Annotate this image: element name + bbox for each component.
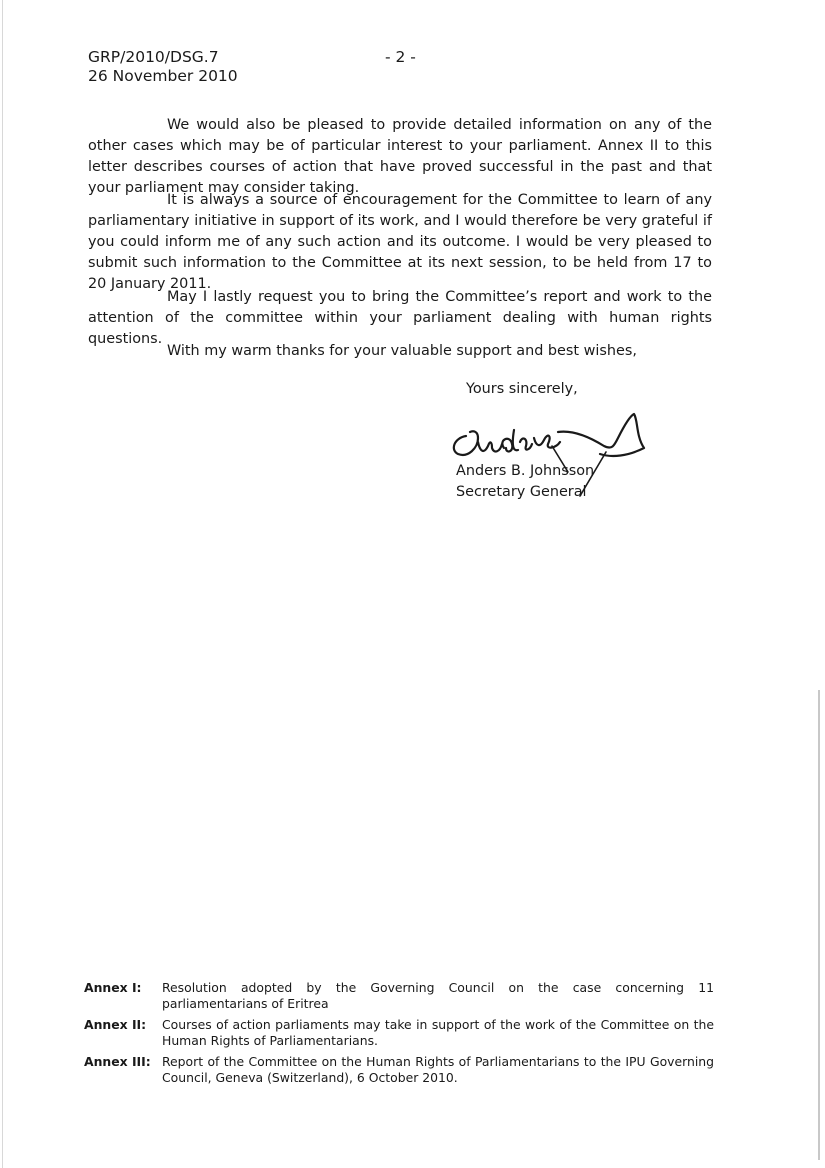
scan-edge-right <box>818 690 820 1160</box>
annex-description: Resolution adopted by the Governing Council on the case concerning 11 parliamentarians of Eritrea <box>162 980 714 1011</box>
annex-label: Annex III: <box>84 1054 151 1069</box>
body-paragraph-2: It is always a source of encouragement for the Committee to learn of any parliamentary initiative in support of its work, and I would therefore be very grateful if you could inform me of any such action and its outcome. I would be very pleased to submit such information to the Committee at its next session, to be held from 17 to 20 January 2011. <box>88 192 712 292</box>
body-paragraph-4: With my warm thanks for your valuable support and best wishes, <box>167 343 637 359</box>
letter-date: 26 November 2010 <box>88 67 238 85</box>
annex-label: Annex II: <box>84 1017 147 1032</box>
document-reference <box>88 48 238 86</box>
scan-edge-left <box>2 0 3 1168</box>
body-paragraph-3: May I lastly request you to bring the Committee’s report and work to the attention of the committee within your parliament dealing with human rights questions. <box>88 289 712 347</box>
annex-description: Courses of action parliaments may take in support of the work of the Committee on the Human Rights of Parliamentarians. <box>162 1017 714 1048</box>
annex-description: Report of the Committee on the Human Rights of Parliamentarians to the IPU Governing Council, Geneva (Switzerland), 6 October 2010. <box>162 1054 714 1085</box>
annex-item <box>84 980 714 1012</box>
page-number: - 2 - <box>385 48 416 66</box>
annex-item <box>84 1054 714 1086</box>
closing-salutation: Yours sincerely, <box>466 381 578 397</box>
annex-item <box>84 1017 714 1049</box>
annex-label: Annex I: <box>84 980 142 995</box>
reference-code: GRP/2010/DSG.7 <box>88 48 219 66</box>
body-paragraph-1: We would also be pleased to provide detailed information on any of the other cases which may be of particular interest to your parliament. Annex II to this letter describes courses of action that have proved successful in the past and that your parliament may consider taking. <box>88 117 712 196</box>
signatory-block <box>456 461 594 503</box>
signatory-title: Secretary General <box>456 484 587 500</box>
signatory-name: Anders B. Johnsson <box>456 463 595 479</box>
annex-list <box>84 980 714 1091</box>
